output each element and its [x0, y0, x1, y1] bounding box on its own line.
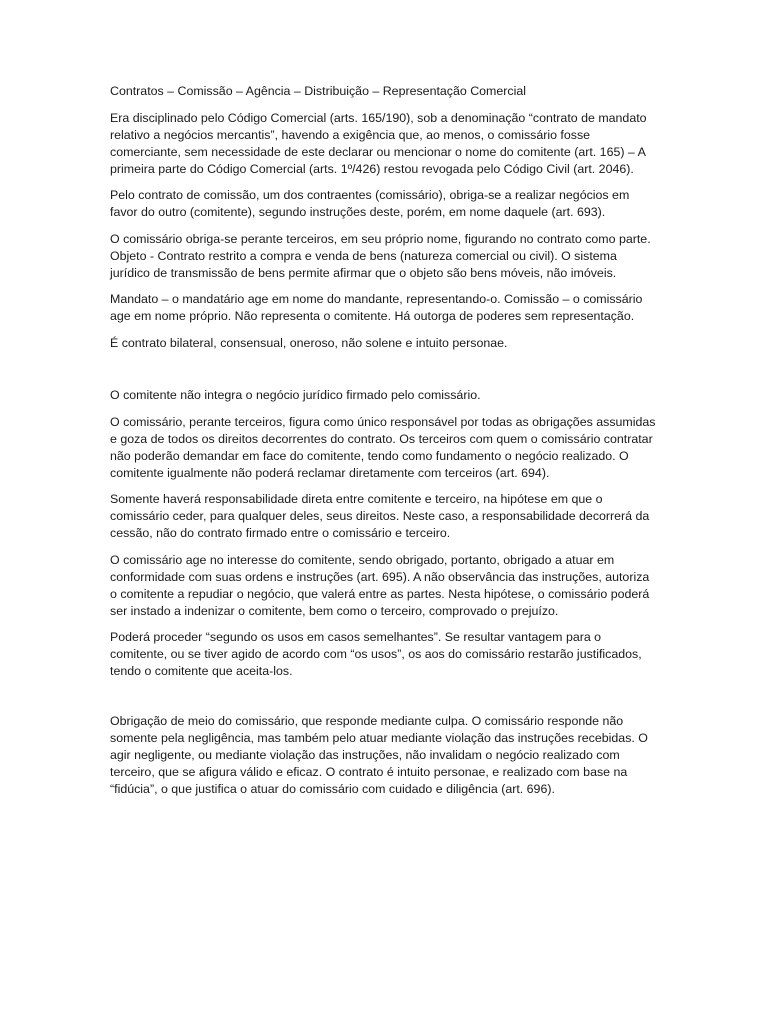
- paragraph-instrucoes: O comissário age no interesse do comitente, sendo obrigado, portanto, obrigado a atuar em conformidade com suas ordens e instruções (art. 695). A não observância das instruções, autoriza o comitente a repudiar o negócio, que valerá entre as partes. Nesta hipótese, o comissário poderá ser instado a indenizar o comitente, bem como o terceiro, comprovado o prejuízo.: [110, 552, 650, 618]
- paragraph-classificacao: É contrato bilateral, consensual, oneroso, não solene e intuito personae.: [110, 335, 508, 350]
- paragraph-mandato-comissao: Mandato – o mandatário age em nome do mandante, representando-o. Comissão – o comissário age em nome próprio. Não representa o comitente. Há outorga de poderes sem representação.: [110, 292, 643, 323]
- paragraph-responsabilidade-direta: Somente haverá responsabilidade direta entre comitente e terceiro, na hipótese em que o comissário ceder, para qualquer deles, seus direitos. Neste caso, a responsabilidade decorrerá da cessão, não do contrato firmado entre o comissário e terceiro.: [110, 492, 650, 540]
- paragraph-comitente: O comitente não integra o negócio jurídico firmado pelo comissário.: [110, 388, 481, 402]
- blank-spacer: [110, 361, 658, 387]
- document-page: [110, 83, 658, 807]
- paragraph-historico: Era disciplinado pelo Código Comercial (arts. 165/190), sob a denominação “contrato de mandato relativo a negócios mercantis”, havendo a exigência que, ao menos, o comissário fosse comerciante, sem necessidade de este declarar ou mencionar o nome do comitente (art. 165) – A primeira parte do Código Comercial (arts. 1º/426) restou revogada pelo Código Civil (art. 2046).: [110, 110, 647, 176]
- paragraph-obrigacao-meio: Obrigação de meio do comissário, que responde mediante culpa. O comissário responde não somente pela negligência, mas também pelo atuar mediante violação das instruções recebidas. O agir negligente, ou mediante violação das instruções, não invalidam o negócio realizado com terceiro, que se afigura válido e eficaz. O contrato é intuito personae, e realizado com base na “fidúcia”, o que justifica o atuar do comissário com cuidado e diligência (art. 696).: [110, 713, 648, 796]
- document-title: Contratos – Comissão – Agência – Distribuição – Representação Comercial: [110, 84, 526, 98]
- paragraph-usos: Poderá proceder “segundo os usos em casos semelhantes”. Se resultar vantagem para o comitente, ou se tiver agido de acordo com “os usos”, os aos do comissário restarão justificados, tendo o comitente que aceita-los.: [110, 630, 642, 678]
- blank-spacer: [110, 690, 658, 713]
- paragraph-objeto: O comissário obriga-se perante terceiros, em seu próprio nome, figurando no contrato como parte. Objeto - Contrato restrito a compra e venda de bens (natureza comercial ou civil). O sistema jurídico de transmissão de bens permite afirmar que o objeto são bens móveis, não imóveis.: [110, 231, 651, 280]
- paragraph-definicao: Pelo contrato de comissão, um dos contraentes (comissário), obriga-se a realizar negócios em favor do outro (comitente), segundo instruções deste, porém, em nome daquele (art. 693).: [110, 188, 630, 219]
- paragraph-responsabilidade-comissario: O comissário, perante terceiros, figura como único responsável por todas as obrigações assumidas e goza de todos os direitos decorrentes do contrato. Os terceiros com quem o comissário contratar não poderão demandar em face do comitente, tendo como fundamento o negócio realizado. O comitente igualmente não poderá reclamar diretamente com terceiros (art. 694).: [110, 414, 656, 480]
